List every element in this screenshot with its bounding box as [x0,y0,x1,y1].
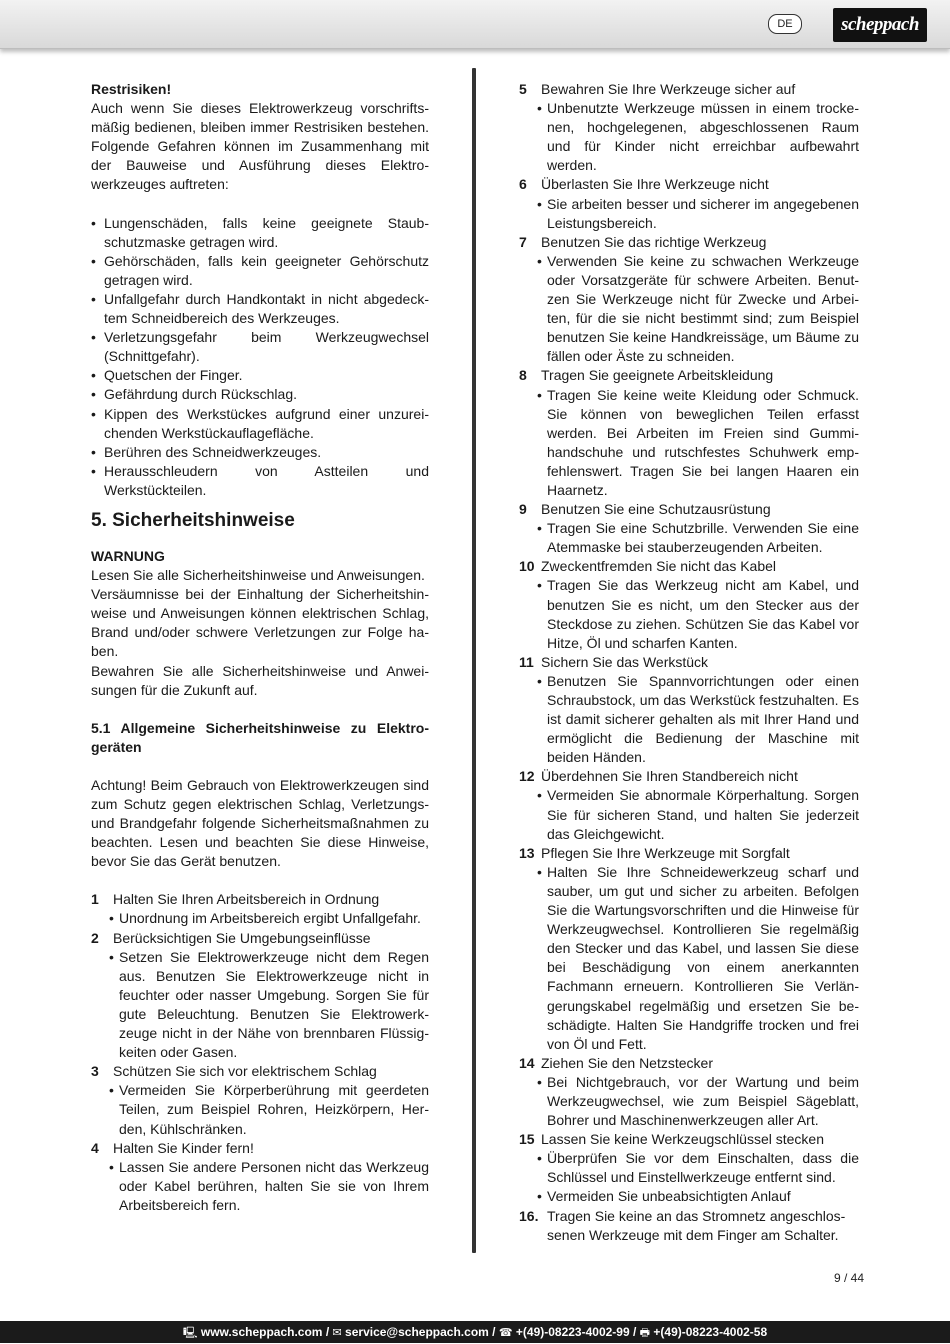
safety-item [519,1054,859,1130]
footer-email[interactable]: service@scheppach.com [345,1325,489,1339]
email-icon: ✉ [332,1327,342,1339]
item-detail: • Unbenutzte Werkzeuge müssen in einem trockenen, hochgelegenen, abgeschlossenen Raum und für Kinder nicht erreichbar aufbewahrt werden. [519,99,859,175]
list-item: • Unfallgefahr durch Handkontakt in nicht abgedecktem Schneidbereich des Werkzeuges. [91,290,429,328]
fax-icon: 🖶 [639,1327,651,1339]
item-title: Ziehen Sie den Netzstecker [541,1054,713,1071]
restrisiken-title: Restrisiken! [91,81,172,97]
page-number: 9 / 44 [833,1271,864,1285]
list-item: • Verletzungsgefahr beim Werkzeugwechsel (Schnittgefahr). [91,328,429,366]
list-item: • Gefährdung durch Rückschlag. [91,385,429,404]
safety-item [519,233,859,367]
item-detail: • Tragen Sie keine weite Kleidung oder Schmuck. Sie können von beweglichen Teilen erfasst werden. Bei Arbeiten im Freien sind Gummihandschuhe und rutschfestes Schuhwerk empfehlenswert. Tragen Sie bei langen Haaren ein Haarnetz. [519,386,859,501]
safety-item [519,653,859,768]
item-detail: • Halten Sie Ihre Schneidewerkzeug scharf und sauber, um gut und sicher zu arbeiten. Befolgen Sie die Wartungsvorschriften und die Hinweise für Werkzeugwechsel. Kontrollieren Sie regelmäßig den Stecker und das Kabel, und lassen Sie diese bei Beschädigung von einem anerkannten Fachmann erneuern. Kontrollieren Sie Verlängerungskabel regelmäßig und ersetzen Sie beschädigte. Halten Sie Handgriffe trocken und frei von Öl und Fett. [519,863,859,1054]
column-divider [472,68,476,1253]
item-number: 1 [91,891,99,908]
list-item: • Quetschen der Finger. [91,366,429,385]
item-title: Tragen Sie geeignete Arbeitskleidung [541,367,774,384]
item-title: Schützen Sie sich vor elektrischem Schlag [113,1063,377,1080]
restrisiken-list [91,214,429,500]
item-detail: • Tragen Sie eine Schutzbrille. Verwenden Sie eine Atemmaske bei stauberzeugenden Arbeiten. [519,519,859,557]
item-number: 10 [519,558,535,575]
safety-item [91,1062,429,1138]
item-number: 13 [519,844,535,861]
right-column [519,80,859,1245]
safety-item [519,500,859,557]
safety-item [519,80,859,175]
item-detail: • Verwenden Sie keine zu schwachen Werkzeuge oder Vorsatzgeräte für schwere Arbeiten. Benutzen Sie Werkzeuge nicht für Zwecke und Arbeiten, für die sie nicht bestimmt sind; zum Beispiel benutzen Sie keine Handkreissäge, um Bäume zu fällen oder Äste zu schneiden. [519,252,859,367]
scheppach-logo: scheppach [833,8,927,42]
safety-item [519,366,859,500]
safety-item [519,844,859,1054]
item-detail: • Benutzen Sie Spannvorrichtungen oder einen Schraubstock, um das Werkstück festzuhalten. Es ist damit sicherer gehalten als mit Ihrer Hand und ermöglicht die Bedienung der Maschine mit beiden Händen. [519,672,859,767]
item-number: 8 [519,367,527,384]
item-number: 16. [519,1207,539,1224]
section-title: 5. Sicherheitshinweise [91,509,295,531]
list-item: • Herausschleudern von Astteilen und Werkstückteilen. [91,462,429,500]
item-number: 14 [519,1054,535,1071]
item-number: 12 [519,768,535,785]
item-title: Pflegen Sie Ihre Werkzeuge mit Sorgfalt [541,844,790,861]
item-number: 15 [519,1131,535,1148]
safety-item [519,557,859,652]
warnung-title: WARNUNG [91,547,165,564]
item-detail: • Vermeiden Sie Körperberührung mit geerdeten Teilen, zum Beispiel Rohren, Heizkörpern, Herden, Kühlschränken. [91,1081,429,1138]
safety-item [91,929,429,1063]
item-number: 11 [519,653,534,670]
item-detail: • Vermeiden Sie unbeabsichtigten Anlauf [519,1187,859,1206]
footer-bar: 🖳 www.scheppach.com / ✉ service@scheppach.com / ☎ +(49)-08223-4002-99 / 🖶 +(49)-08223-4002-58 [0,1321,950,1343]
item-detail: • Vermeiden Sie abnormale Körperhaltung. Sorgen Sie für sicheren Stand, und halten Sie jederzeit das Gleichgewicht. [519,786,859,843]
safety-item [91,890,429,928]
list-item: • Berühren des Schneidwerkzeuges. [91,443,429,462]
footer-website[interactable]: www.scheppach.com [200,1325,323,1339]
warnung-text-2: Versäumnisse bei der Einhaltung der Sicherheitshinweise und Anweisungen können elektrischen Schlag, Brand und/oder schwere Verletzungen zur Folge haben. [91,586,429,660]
safety-item [519,1130,859,1206]
safety-item [519,175,859,232]
warnung-text-1: Lesen Sie alle Sicherheitshinweise und Anweisungen. [91,567,425,584]
item-detail: • Unordnung im Arbeitsbereich ergibt Unfallgefahr. [91,909,429,928]
footer-phone: +(49)-08223-4002-99 [515,1325,630,1339]
item-number: 6 [519,176,527,193]
restrisiken-intro: Auch wenn Sie dieses Elektrowerkzeug vorschriftsmäßig bedienen, bleiben immer Restrisiken bestehen. Folgende Gefahren können im Zusammenhang mit der Bauweise und Ausführung dieses Elektrowerkzeuges auftreten: [91,100,429,193]
item-title: Tragen Sie keine an das Stromnetz angeschlossenen Werkzeuge mit dem Finger am Schalter. [547,1207,846,1243]
list-item: • Kippen des Werkstückes aufgrund einer unzureichenden Werkstückauflagefläche. [91,405,429,443]
item-number: 2 [91,929,99,946]
subsection-title: 5.1 Allgemeine Sicherheitshinweise zu Elektrogeräten [91,719,429,755]
item-number: 3 [91,1063,99,1080]
item-title: Benutzen Sie das richtige Werkzeug [541,233,767,250]
item-detail: • Bei Nichtgebrauch, vor der Wartung und beim Werkzeugwechsel, wie zum Beispiel Sägeblatt, Bohrer und Maschinenwerkzeugen aller Art. [519,1073,859,1130]
warnung-text-3: Bewahren Sie alle Sicherheitshinweise und Anweisungen für die Zukunft auf. [91,662,429,698]
left-column [91,80,429,1215]
item-title: Halten Sie Ihren Arbeitsbereich in Ordnung [113,891,380,908]
page-header [0,0,950,49]
language-badge: DE [768,14,802,34]
item-title: Sichern Sie das Werkstück [541,653,709,670]
item-detail: • Tragen Sie das Werkzeug nicht am Kabel, und benutzen Sie es nicht, um den Stecker aus der Steckdose zu ziehen. Schützen Sie das Kabel vor Hitze, Öl und scharfen Kanten. [519,576,859,652]
item-title: Benutzen Sie eine Schutzausrüstung [541,501,771,518]
footer-fax: +(49)-08223-4002-58 [653,1325,768,1339]
item-detail: • Sie arbeiten besser und sicherer im angegebenen Leistungsbereich. [519,195,859,233]
item-title: Überdehnen Sie Ihren Standbereich nicht [541,768,798,785]
item-number: 7 [519,233,527,250]
computer-icon: 🖳 [182,1327,198,1339]
item-number: 4 [91,1139,99,1156]
phone-icon: ☎ [498,1327,513,1339]
item-number: 5 [519,81,527,97]
item-title: Berücksichtigen Sie Umgebungseinflüsse [113,929,371,946]
item-title: Zweckentfremden Sie nicht das Kabel [541,558,777,575]
safety-item [519,1207,859,1245]
list-item: • Lungenschäden, falls keine geeignete Staubschutzmaske getragen wird. [91,214,429,252]
item-title: Lassen Sie keine Werkzeugschlüssel stecken [541,1131,825,1148]
safety-item [519,767,859,843]
item-title: Halten Sie Kinder fern! [113,1139,254,1156]
item-number: 9 [519,501,527,518]
safety-item [91,1139,429,1215]
achtung-text: Achtung! Beim Gebrauch von Elektrowerkzeugen sind zum Schutz gegen elektrischen Schlag, Verletzungs- und Brandgefahr folgende Sicherheitsmaßnahmen zu beachten. Lesen und beachten Sie diese Hinweise, bevor Sie das Gerät benutzen. [91,776,429,870]
item-detail: • Setzen Sie Elektrowerkzeuge nicht dem Regen aus. Benutzen Sie Elektrowerkzeuge nicht in feuchter oder nasser Umgebung. Sorgen Sie für gute Beleuchtung. Benutzen Sie Elektrowerkzeuge nicht in der Nähe von brennbaren Flüssigkeiten oder Gasen. [91,948,429,1063]
item-title: Bewahren Sie Ihre Werkzeuge sicher auf [541,81,796,97]
item-detail: • Überprüfen Sie vor dem Einschalten, dass die Schlüssel und Einstellwerkzeuge entfernt sind. [519,1149,859,1187]
item-detail: • Lassen Sie andere Personen nicht das Werkzeug oder Kabel berühren, halten Sie sie von Ihrem Arbeitsbereich fern. [91,1158,429,1215]
list-item: • Gehörschäden, falls kein geeigneter Gehörschutz getragen wird. [91,252,429,290]
item-title: Überlasten Sie Ihre Werkzeuge nicht [541,176,769,193]
